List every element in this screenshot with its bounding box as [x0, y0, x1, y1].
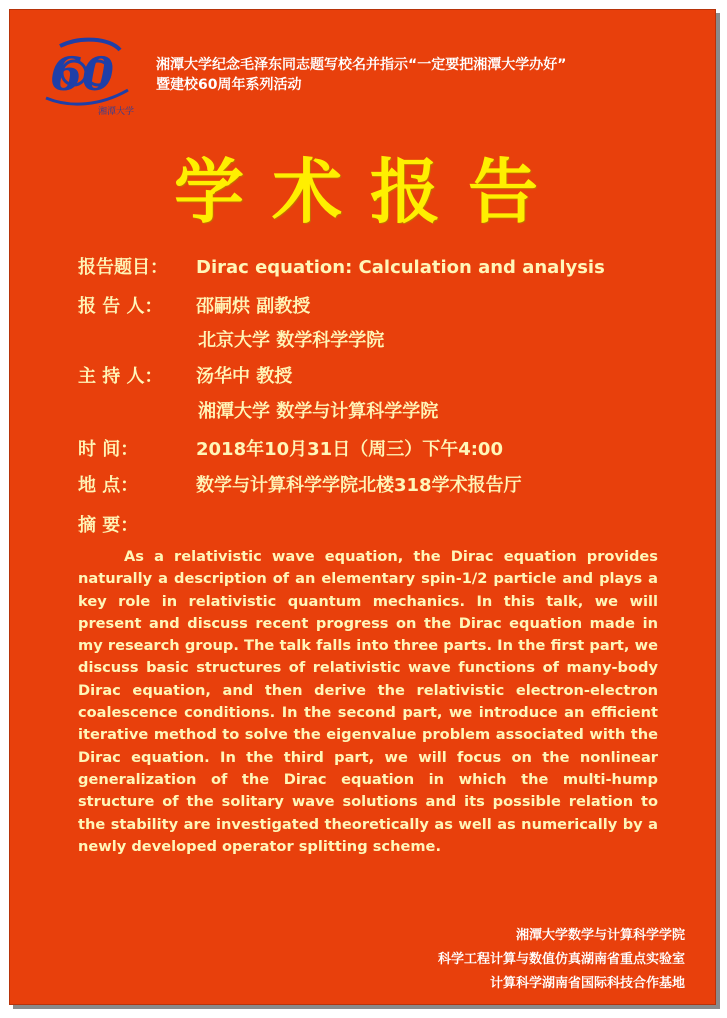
host-row [78, 365, 292, 389]
svg-text:60: 60 [50, 47, 115, 101]
time-row [78, 438, 503, 462]
place-value: 数学与计算科学学院北楼318学术报告厅 [196, 475, 522, 496]
topic-value: Dirac equation: Calculation and analysis [196, 257, 605, 278]
time-label: 时 间： [78, 439, 139, 460]
speaker-value: 邵嗣烘 副教授 [196, 296, 311, 317]
organizers [438, 924, 685, 996]
speaker-label: 报 告 人： [78, 296, 163, 317]
place-row [78, 474, 522, 498]
organizer-line-2: 科学工程计算与数值仿真湖南省重点实验室 [437, 952, 685, 967]
header-line-2: 暨建校60周年系列活动 [156, 77, 302, 93]
topic-row [78, 256, 605, 280]
page-title: 学术报告 [174, 150, 566, 233]
university-60-anniversary-logo [40, 28, 140, 128]
host-label: 主 持 人： [78, 366, 163, 387]
speaker-row [78, 295, 310, 319]
svg-text:湘潭大学: 湘潭大学 [98, 107, 135, 117]
speaker-affiliation: 北京大学 数学科学学院 [198, 330, 385, 351]
poster [9, 9, 716, 1005]
place-label: 地 点： [78, 475, 139, 496]
abstract-row [78, 514, 196, 538]
abstract-label: 摘 要： [78, 515, 139, 536]
abstract-text: As a relativistic wave equation, the Dirac equation provides naturally a description of an elementary spin-1/2 particle and plays a key role in relativistic quantum mechanics. In this talk, we will present and discuss recent progress on the Dirac equation made in my research group. The talk falls into three parts. In the first part, we discuss basic structures of relativistic wave functions of many-body Dirac equation, and then derive the relativistic electron-electron coalescence conditions. In the second part, we introduce an efficient iterative method to solve the eigenvalue problem associated with the Dirac equation. In the third part, we will focus on the nonlinear generalization of the Dirac equation in which the multi-hump structure of the solitary wave solutions and its possible relation to the stability are investigated theoretically as well as numerically by a newly developed operator splitting scheme. [78, 548, 658, 855]
header-line-1: 湘潭大学纪念毛泽东同志题写校名并指示“一定要把湘潭大学办好” [156, 57, 567, 73]
header-event-title [156, 55, 716, 95]
organizer-line-3: 计算科学湖南省国际科技合作基地 [489, 976, 685, 991]
host-affiliation: 湘潭大学 数学与计算科学学院 [198, 401, 439, 422]
topic-label: 报告题目： [78, 257, 168, 278]
organizer-line-1: 湘潭大学数学与计算科学学院 [515, 928, 685, 943]
time-value: 2018年10月31日（周三）下午4:00 [196, 439, 503, 460]
host-value: 汤华中 教授 [196, 366, 293, 387]
